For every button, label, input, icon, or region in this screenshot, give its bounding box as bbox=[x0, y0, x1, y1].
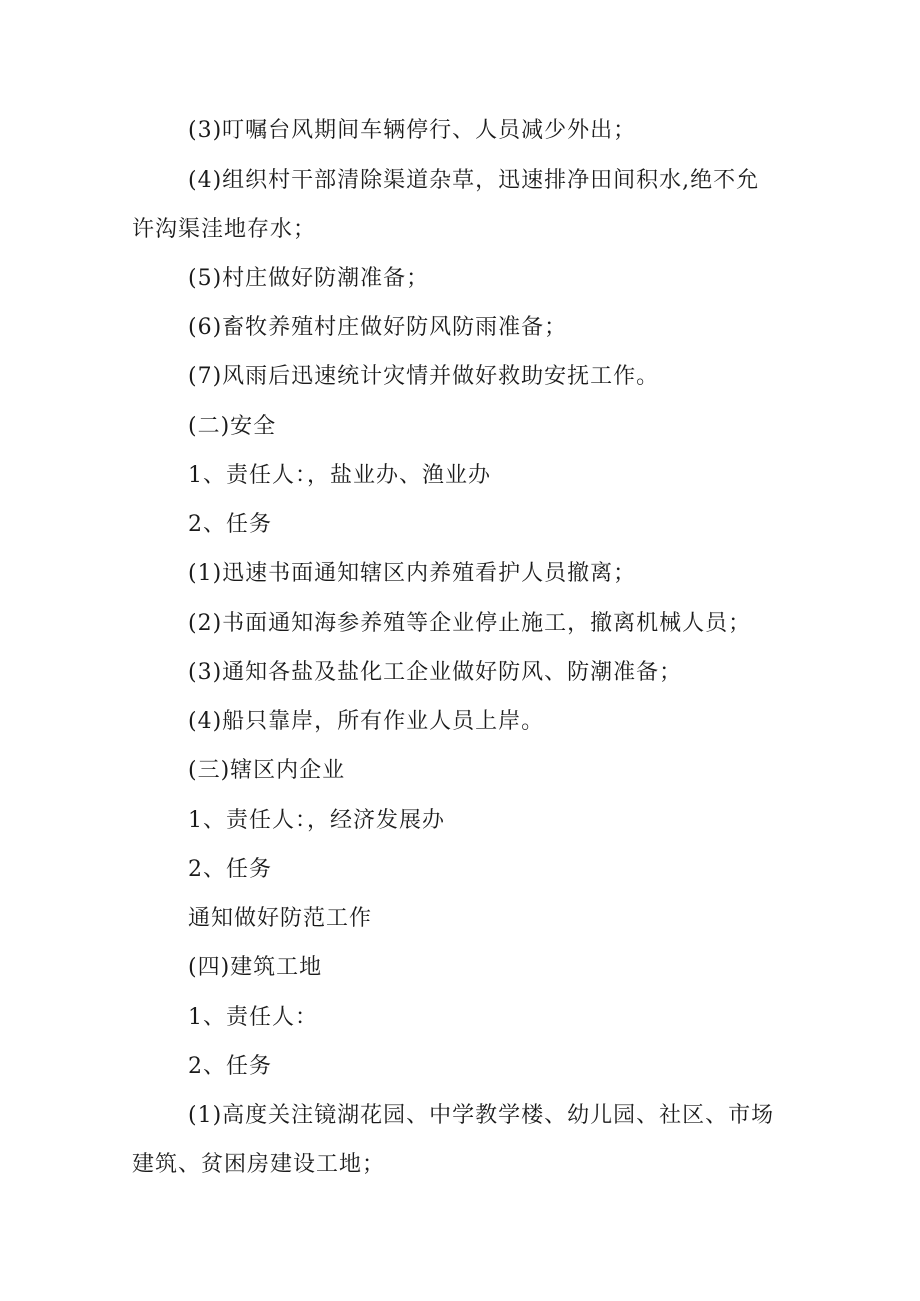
paragraph-item-4-line2: 许沟渠洼地存水； bbox=[132, 217, 317, 242]
paragraph-item-3: (3)叮嘱台风期间车辆停行、人员减少外出； bbox=[188, 118, 637, 143]
task-heading-enterprises: 2、任务 bbox=[188, 857, 272, 882]
section-heading-construction: (四)建筑工地 bbox=[188, 955, 323, 980]
safety-task-3: (3)通知各盐及盐化工企业做好防风、防潮准备； bbox=[188, 660, 683, 685]
safety-task-2: (2)书面通知海参养殖等企业停止施工，撤离机械人员； bbox=[188, 611, 752, 636]
construction-task-1-line2: 建筑、贫困房建设工地； bbox=[132, 1152, 386, 1177]
paragraph-item-4-line1: (4)组织村干部清除渠道杂草，迅速排净田间积水,绝不允 bbox=[188, 168, 760, 193]
paragraph-item-5: (5)村庄做好防潮准备； bbox=[188, 266, 430, 291]
section-heading-safety: (二)安全 bbox=[188, 414, 277, 439]
section-heading-enterprises: (三)辖区内企业 bbox=[188, 758, 346, 783]
paragraph-item-7: (7)风雨后迅速统计灾情并做好救助安抚工作。 bbox=[188, 364, 660, 389]
paragraph-item-6: (6)畜牧养殖村庄做好防风防雨准备； bbox=[188, 315, 568, 340]
responsible-person-enterprises: 1、责任人：，经济发展办 bbox=[188, 808, 445, 833]
safety-task-4: (4)船只靠岸，所有作业人员上岸。 bbox=[188, 709, 545, 734]
task-heading-safety: 2、任务 bbox=[188, 512, 272, 537]
safety-task-1: (1)迅速书面通知辖区内养殖看护人员撤离； bbox=[188, 561, 637, 586]
enterprises-task: 通知做好防范工作 bbox=[188, 906, 373, 931]
construction-task-1-line1: (1)高度关注镜湖花园、中学教学楼、幼儿园、社区、市场 bbox=[188, 1103, 775, 1128]
task-heading-construction: 2、任务 bbox=[188, 1054, 272, 1079]
responsible-person-safety: 1、责任人：，盐业办、渔业办 bbox=[188, 463, 491, 488]
responsible-person-construction: 1、责任人： bbox=[188, 1005, 318, 1030]
